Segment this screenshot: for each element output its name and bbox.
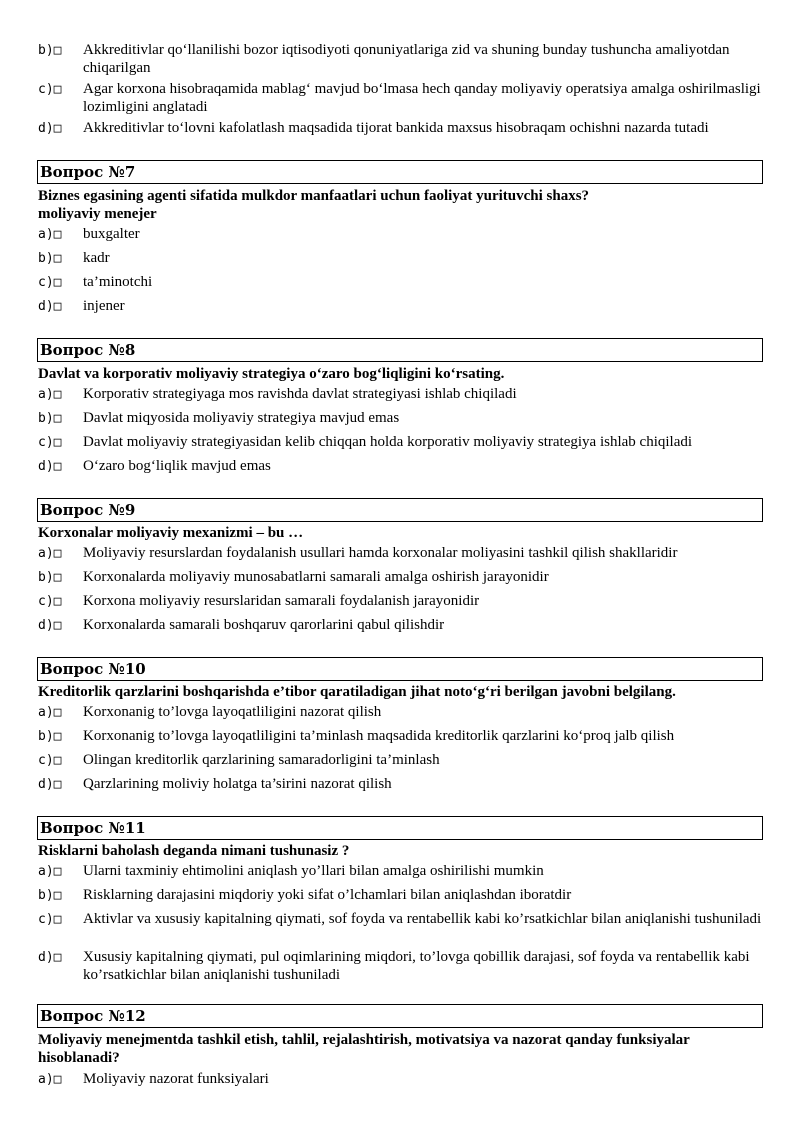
option-text: injener	[83, 298, 125, 314]
question-11-text	[38, 842, 764, 860]
option-label: d)□	[38, 121, 62, 136]
question-12-header	[37, 1004, 763, 1028]
question-text: Risklarni baholash deganda nimani tushunasiz ?	[38, 843, 350, 859]
option-text: Akkreditivlar qo‘llanilishi bozor iqtisodiyoti qonuniyatlariga zid va shuning bunday tushuncha amaliyotdan chiqarilgan	[83, 42, 730, 76]
option-label: b)□	[38, 43, 62, 58]
option-label: c)□	[38, 275, 62, 290]
option-label: d)□	[38, 618, 62, 633]
option-label: b)□	[38, 729, 62, 744]
option-label: d)□	[38, 777, 62, 792]
option-8-b[interactable]	[38, 409, 768, 427]
option-label: a)□	[38, 705, 62, 720]
option-text: Korporativ strategiyaga mos ravishda davlat strategiyasi ishlab chiqiladi	[83, 386, 517, 402]
option-text: Moliyaviy nazorat funksiyalari	[83, 1071, 269, 1087]
option-label: a)□	[38, 1072, 62, 1087]
option-top-b[interactable]	[38, 41, 768, 77]
option-text: Moliyaviy resurslardan foydalanish usullari hamda korxonalar moliyasini tashkil qilish shakllaridir	[83, 545, 678, 561]
option-10-c[interactable]	[38, 751, 768, 769]
question-text: Biznes egasining agenti sifatida mulkdor manfaatlari uchun faoliyat yurituvchi shaxs?	[38, 188, 590, 204]
question-title: Вопрос №10	[40, 660, 146, 678]
option-top-c[interactable]	[38, 80, 768, 116]
option-text: Korxonalarda moliyaviy munosabatlarni samarali amalga oshirish jarayonidir	[83, 569, 549, 585]
question-12-text	[38, 1031, 764, 1067]
option-10-a[interactable]	[38, 703, 768, 721]
option-text: Korxonanig to’lovga layoqatliligini ta’minlash maqsadida kreditorlik qarzlarini ko‘proq jalb qilish	[83, 728, 675, 744]
option-label: a)□	[38, 546, 62, 561]
question-10-header	[37, 657, 763, 681]
option-text: Agar korxona hisobraqamida mablag‘ mavjud bo‘lmasa hech qanday moliyaviy operatsiya amalga oshirilmasligi lozimligini anglatadi	[83, 81, 761, 115]
option-11-a[interactable]	[38, 862, 768, 880]
question-11-header	[37, 816, 763, 840]
option-7-b[interactable]	[38, 249, 768, 267]
option-label: d)□	[38, 950, 62, 965]
question-9-text	[38, 524, 764, 542]
option-text: Korxonanig to’lovga layoqatliligini nazorat qilish	[83, 704, 382, 720]
option-8-a[interactable]	[38, 385, 768, 403]
option-7-a[interactable]	[38, 225, 768, 243]
option-8-c[interactable]	[38, 433, 768, 451]
question-9-header	[37, 498, 763, 522]
question-7-header	[37, 160, 763, 184]
question-8-header	[37, 338, 763, 362]
question-text: Davlat va korporativ moliyaviy strategiya o‘zaro bog‘liqligini ko‘rsating.	[38, 366, 505, 382]
question-text: Kreditorlik qarzlarini boshqarishda e’tibor qaratiladigan jihat noto‘g‘ri berilgan javobni belgilang.	[38, 684, 676, 700]
option-text: Olingan kreditorlik qarzlarining samaradorligini ta’minlash	[83, 752, 440, 768]
option-label: b)□	[38, 888, 62, 903]
option-label: a)□	[38, 227, 62, 242]
option-label: c)□	[38, 435, 62, 450]
question-title: Вопрос №8	[40, 341, 136, 359]
option-9-b[interactable]	[38, 568, 768, 586]
option-text: Akkreditivlar to‘lovni kafolatlash maqsadida tijorat bankida maxsus hisobraqam ochishni nazarda tutadi	[83, 120, 709, 136]
option-8-d[interactable]	[38, 457, 768, 475]
option-label: c)□	[38, 594, 62, 609]
option-text: O‘zaro bog‘liqlik mavjud emas	[83, 458, 271, 474]
option-9-d[interactable]	[38, 616, 768, 634]
option-text: kadr	[83, 250, 110, 266]
option-top-d[interactable]	[38, 119, 768, 137]
option-label: c)□	[38, 912, 62, 927]
option-11-d[interactable]	[38, 948, 768, 984]
option-7-d[interactable]	[38, 297, 768, 315]
option-text: Xususiy kapitalning qiymati, pul oqimlarining miqdori, to’lovga qobillik darajasi, sof foyda va rentabellik kabi ko’rsatkichlar bilan aniqlanishi tushuniladi	[83, 949, 750, 983]
question-7-text	[38, 187, 764, 223]
question-8-text	[38, 365, 764, 383]
option-12-a[interactable]	[38, 1070, 768, 1088]
option-label: d)□	[38, 299, 62, 314]
option-text: buxgalter	[83, 226, 140, 242]
option-text: Korxona moliyaviy resurslaridan samarali foydalanish jarayonidir	[83, 593, 480, 609]
option-label: d)□	[38, 459, 62, 474]
option-text: Qarzlarining moliviy holatga ta’sirini nazorat qilish	[83, 776, 392, 792]
option-text: Ularni taxminiy ehtimolini aniqlash yo’llari bilan amalga oshirilishi mumkin	[83, 863, 544, 879]
option-text: Risklarning darajasini miqdoriy yoki sifat o’lchamlari bilan aniqlashdan iboratdir	[83, 887, 572, 903]
answer-line: moliyaviy menejer	[38, 206, 157, 222]
option-11-c[interactable]	[38, 910, 768, 928]
option-label: a)□	[38, 864, 62, 879]
question-title: Вопрос №12	[40, 1007, 146, 1025]
option-11-b[interactable]	[38, 886, 768, 904]
option-label: b)□	[38, 570, 62, 585]
option-7-c[interactable]	[38, 273, 768, 291]
option-10-b[interactable]	[38, 727, 768, 745]
option-text: Davlat moliyaviy strategiyasidan kelib chiqqan holda korporativ moliyaviy strategiya ishlab chiqiladi	[83, 434, 693, 450]
option-label: c)□	[38, 82, 62, 97]
option-9-a[interactable]	[38, 544, 768, 562]
question-title: Вопрос №9	[40, 501, 136, 519]
option-text: Davlat miqyosida moliyaviy strategiya mavjud emas	[83, 410, 400, 426]
option-label: b)□	[38, 251, 62, 266]
option-label: b)□	[38, 411, 62, 426]
option-text: Aktivlar va xususiy kapitalning qiymati, sof foyda va rentabellik kabi ko’rsatkichlar bilan aniqlanishi tushuniladi	[83, 911, 762, 927]
option-label: a)□	[38, 387, 62, 402]
option-text: Korxonalarda samarali boshqaruv qarorlarini qabul qilishdir	[83, 617, 445, 633]
option-text: ta’minotchi	[83, 274, 153, 290]
option-10-d[interactable]	[38, 775, 768, 793]
option-9-c[interactable]	[38, 592, 768, 610]
question-title: Вопрос №11	[40, 819, 146, 837]
question-text: Korxonalar moliyaviy mexanizmi – bu …	[38, 525, 304, 541]
option-label: c)□	[38, 753, 62, 768]
question-text: Moliyaviy menejmentda tashkil etish, tahlil, rejalashtirish, motivatsiya va nazorat qanday funksiyalar hisoblanadi?	[38, 1032, 690, 1066]
question-10-text	[38, 683, 764, 701]
question-title: Вопрос №7	[40, 163, 136, 181]
